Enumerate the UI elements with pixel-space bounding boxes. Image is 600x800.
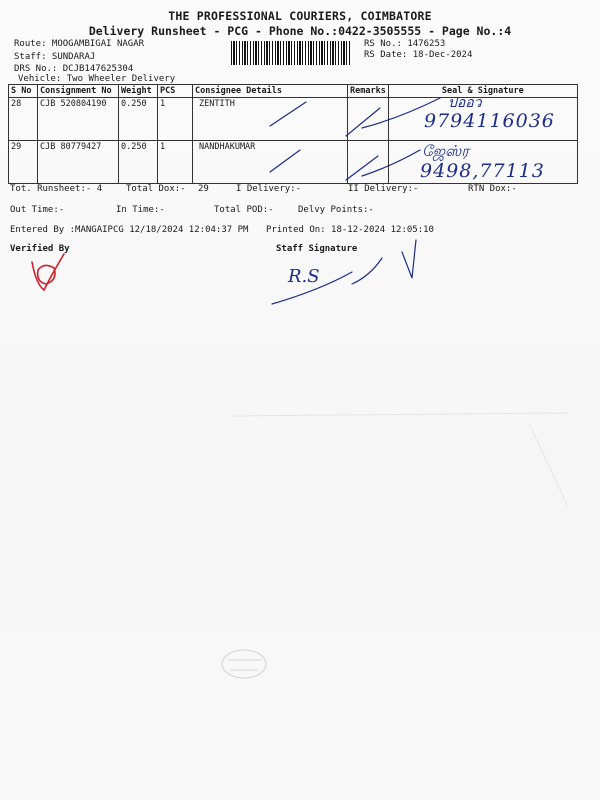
handwritten-phone-number: 9498,77113 [420,160,545,182]
col-remarks: Remarks [348,85,389,98]
printed-on: Printed On: 18-12-2024 12:05:10 [266,225,434,235]
entered-by: Entered By :MANGAIPCG 12/18/2024 12:04:37 PM [10,225,249,235]
cell-sno: 29 [9,141,38,184]
col-sno: S No [9,85,38,98]
total-dox-value: 29 [198,184,209,194]
col-consignee: Consignee Details [193,85,348,98]
out-time: Out Time:- [10,205,65,215]
company-title: THE PROFESSIONAL COURIERS, COIMBATORE [168,9,432,23]
in-time: In Time:- [116,205,165,215]
cell-weight: 0.250 [119,141,158,184]
signature-stroke [272,272,352,304]
tot-runsheet: Tot. Runsheet:- 4 [10,184,103,194]
total-dox-label: Total Dox:- [126,184,186,194]
col-seal-signature: Seal & Signature [388,85,577,98]
rs-date: RS Date: 18-Dec-2024 [364,50,473,60]
delvy-points: Delvy Points:- [298,205,374,215]
verified-mark-icon [32,254,64,290]
cell-pcs: 1 [158,98,193,141]
cell-consignment: CJB 520804190 [38,98,119,141]
handwritten-recipient-name: ஜேஸ்ர [422,142,470,160]
col-pcs: PCS [158,85,193,98]
verified-by-label: Verified By [10,244,70,254]
drs-number: DRS No.: DCJB147625304 [14,64,134,74]
ii-delivery: II Delivery:- [348,184,419,194]
tick-stroke [270,102,306,126]
handwritten-recipient-name: ปออว [448,95,482,111]
cell-pcs: 1 [158,141,193,184]
cell-sno: 28 [9,98,38,141]
staff-text: Staff: SUNDARAJ [14,52,96,62]
handwritten-phone-number: 9794116036 [424,110,555,132]
i-delivery: I Delivery:- [236,184,302,194]
total-pod: Total POD:- [214,205,274,215]
faint-stamp-icon [222,650,266,678]
staff-signature-initials: R.S [288,266,320,287]
cell-consignee: NANDHAKUMAR [193,141,348,184]
runsheet-subtitle: Delivery Runsheet - PCG - Phone No.:0422-3505555 - Page No.:4 [88,24,512,38]
tick-stroke [362,150,420,176]
signature-stroke [352,258,382,284]
col-consignment: Consignment No [38,85,119,98]
tick-stroke [270,150,300,172]
vehicle-text: Vehicle: Two Wheeler Delivery [18,74,176,84]
col-weight: Weight [119,85,158,98]
signature-stroke [402,240,416,278]
route-text: Route: MOOGAMBIGAI NAGAR [14,39,145,49]
tick-stroke [346,108,380,136]
cell-weight: 0.250 [119,98,158,141]
staff-signature-label: Staff Signature [276,244,358,254]
rs-number: RS No.: 1476253 [364,39,446,49]
cell-consignment: CJB 80779427 [38,141,119,184]
rtn-dox: RTN Dox:- [468,184,517,194]
cell-consignee: ZENTITH [193,98,348,141]
